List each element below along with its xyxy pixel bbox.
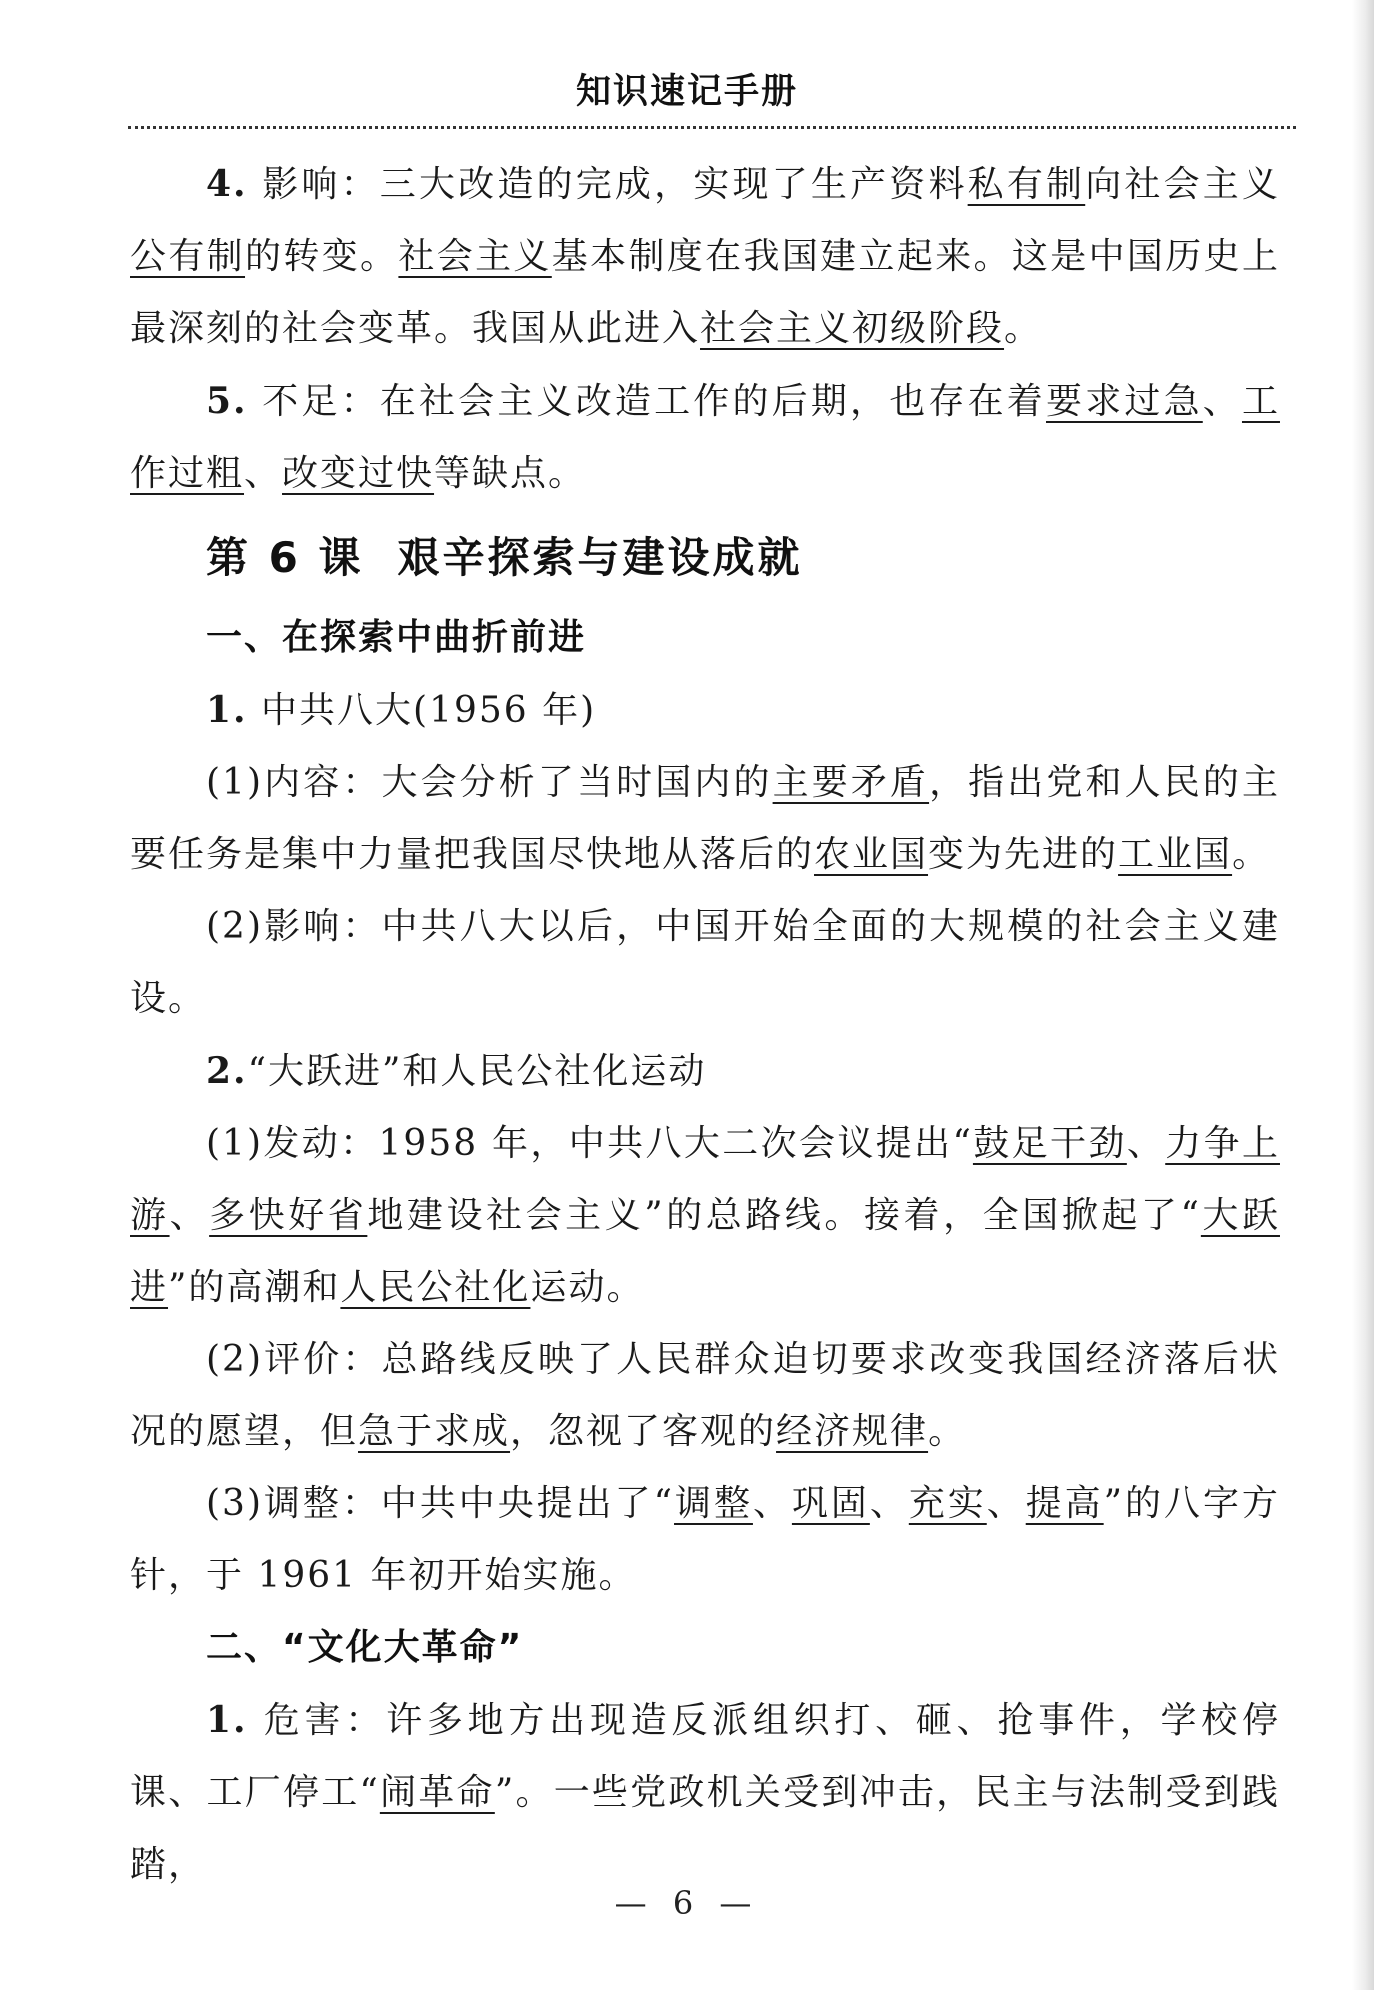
text-run: (2)评价：总路线反映了人民群众迫切要求改变我国经济落后状况的愿望，但 xyxy=(130,1339,1280,1452)
key-term-underlined: 工作过粗 xyxy=(130,381,1280,494)
text-run: 。 xyxy=(1232,834,1271,875)
text-run: “大跃进”和人民公社化运动 xyxy=(247,1051,707,1092)
text-run: ”的八字方针，于 1961 年初开始实施。 xyxy=(130,1483,1280,1596)
text-run: (1)内容：大会分析了当时国内的 xyxy=(206,762,773,803)
paragraph xyxy=(130,891,1280,1035)
text-run: 地建设社会主义”的总路线。接着，全国掀起了“ xyxy=(367,1195,1201,1236)
key-term-underlined: 力争上游 xyxy=(130,1123,1280,1236)
page-body xyxy=(130,148,1280,1901)
key-term-underlined: 充实 xyxy=(908,1483,987,1524)
text-run: (1)发动：1958 年，中共八大二次会议提出“ xyxy=(206,1123,973,1164)
text-run: 。 xyxy=(928,1411,967,1452)
key-term-underlined: 工业国 xyxy=(1118,834,1233,875)
text-run: 、 xyxy=(752,1483,792,1524)
text-run: 、 xyxy=(986,1483,1026,1524)
paragraph xyxy=(130,365,1280,510)
key-term-underlined: 社会主义初级阶段 xyxy=(700,308,1005,349)
page-number: — 6 — xyxy=(614,1884,760,1922)
text-run: 的转变。 xyxy=(245,236,399,277)
key-term-underlined: 要求过急 xyxy=(1046,381,1203,422)
key-term-underlined: 农业国 xyxy=(814,834,929,875)
key-term-underlined: 主要矛盾 xyxy=(772,762,930,803)
text-run: (2)影响：中共八大以后，中国开始全面的大规模的社会主义建设。 xyxy=(130,906,1280,1019)
text-run: 变为先进的 xyxy=(928,834,1119,875)
lesson-title: 艰辛探索与建设成就 xyxy=(397,533,803,582)
key-term-underlined: 改变过快 xyxy=(282,453,435,494)
key-term-underlined: 多快好省 xyxy=(209,1195,368,1236)
header-dotted-rule xyxy=(128,126,1296,129)
key-term-underlined: 私有制 xyxy=(967,164,1086,205)
text-run: 向社会主义 xyxy=(1085,164,1280,205)
text-run: ”。一些党政机关受到冲击，民主与法制受到践踏， xyxy=(130,1772,1280,1885)
key-term-underlined: 提高 xyxy=(1025,1483,1104,1524)
key-term-underlined: 大跃进 xyxy=(130,1195,1280,1308)
paragraph xyxy=(130,747,1280,891)
item-number: 5. xyxy=(206,380,248,422)
key-term-underlined: 社会主义 xyxy=(398,236,552,277)
paragraph xyxy=(130,148,1280,365)
key-term-underlined: 急于求成 xyxy=(358,1411,511,1452)
key-term-underlined: 巩固 xyxy=(791,1483,870,1524)
text-run: 运动。 xyxy=(530,1267,645,1308)
text-run: 影响：三大改造的完成，实现了生产资料 xyxy=(247,164,968,205)
section-heading: 二、“文化大革命” xyxy=(206,1627,524,1668)
text-run: 、 xyxy=(244,453,283,494)
key-term-underlined: 经济规律 xyxy=(776,1411,929,1452)
page-edge-shadow xyxy=(1352,0,1374,1990)
text-run: 、 xyxy=(169,1195,210,1236)
key-term-underlined: 公有制 xyxy=(130,236,246,277)
text-run: 基本制度在我国建立起来。这是中国历史上最深刻的社会变革。我国从此进入 xyxy=(130,236,1280,349)
text-run: 中共八大(1956 年) xyxy=(247,690,597,731)
item-number: 1. xyxy=(206,689,248,731)
text-run: 。 xyxy=(1004,308,1043,349)
item-number: 2. xyxy=(206,1050,248,1092)
lesson-heading xyxy=(130,520,1280,596)
paragraph xyxy=(130,1108,1280,1324)
text-run: 危害：许多地方出现造反派组织打、砸、抢事件，学校停课、工厂停工“ xyxy=(130,1700,1280,1813)
paragraph xyxy=(130,1468,1280,1612)
item-number: 4. xyxy=(206,163,248,205)
paragraph xyxy=(130,1684,1280,1901)
text-run: 等缺点。 xyxy=(434,453,587,494)
section-heading: 一、在探索中曲折前进 xyxy=(206,617,587,658)
key-term-underlined: 人民公社化 xyxy=(340,1267,531,1308)
key-term-underlined: 闹革命 xyxy=(379,1772,495,1813)
item-number: 1. xyxy=(206,1699,248,1741)
paragraph xyxy=(130,1035,1280,1108)
text-run: 、 xyxy=(1126,1123,1166,1164)
key-term-underlined: 调整 xyxy=(674,1483,753,1524)
key-term-underlined: 鼓足干劲 xyxy=(972,1123,1127,1164)
text-run: (3)调整：中共中央提出了“ xyxy=(206,1483,675,1524)
text-run: ”的高潮和 xyxy=(168,1267,341,1308)
text-run: 、 xyxy=(869,1483,909,1524)
lesson-label: 第 6 课 xyxy=(206,533,364,582)
text-run: 、 xyxy=(1202,381,1242,422)
text-run: ，指出党和人民的主要任务是集中力量把我国尽快地从落后的 xyxy=(130,762,1280,875)
paragraph xyxy=(130,1324,1280,1468)
text-run: 不足：在社会主义改造工作的后期，也存在着 xyxy=(247,381,1046,422)
text-run: ，忽视了客观的 xyxy=(510,1411,777,1452)
running-header-title: 知识速记手册 xyxy=(575,72,798,112)
paragraph xyxy=(130,674,1280,747)
